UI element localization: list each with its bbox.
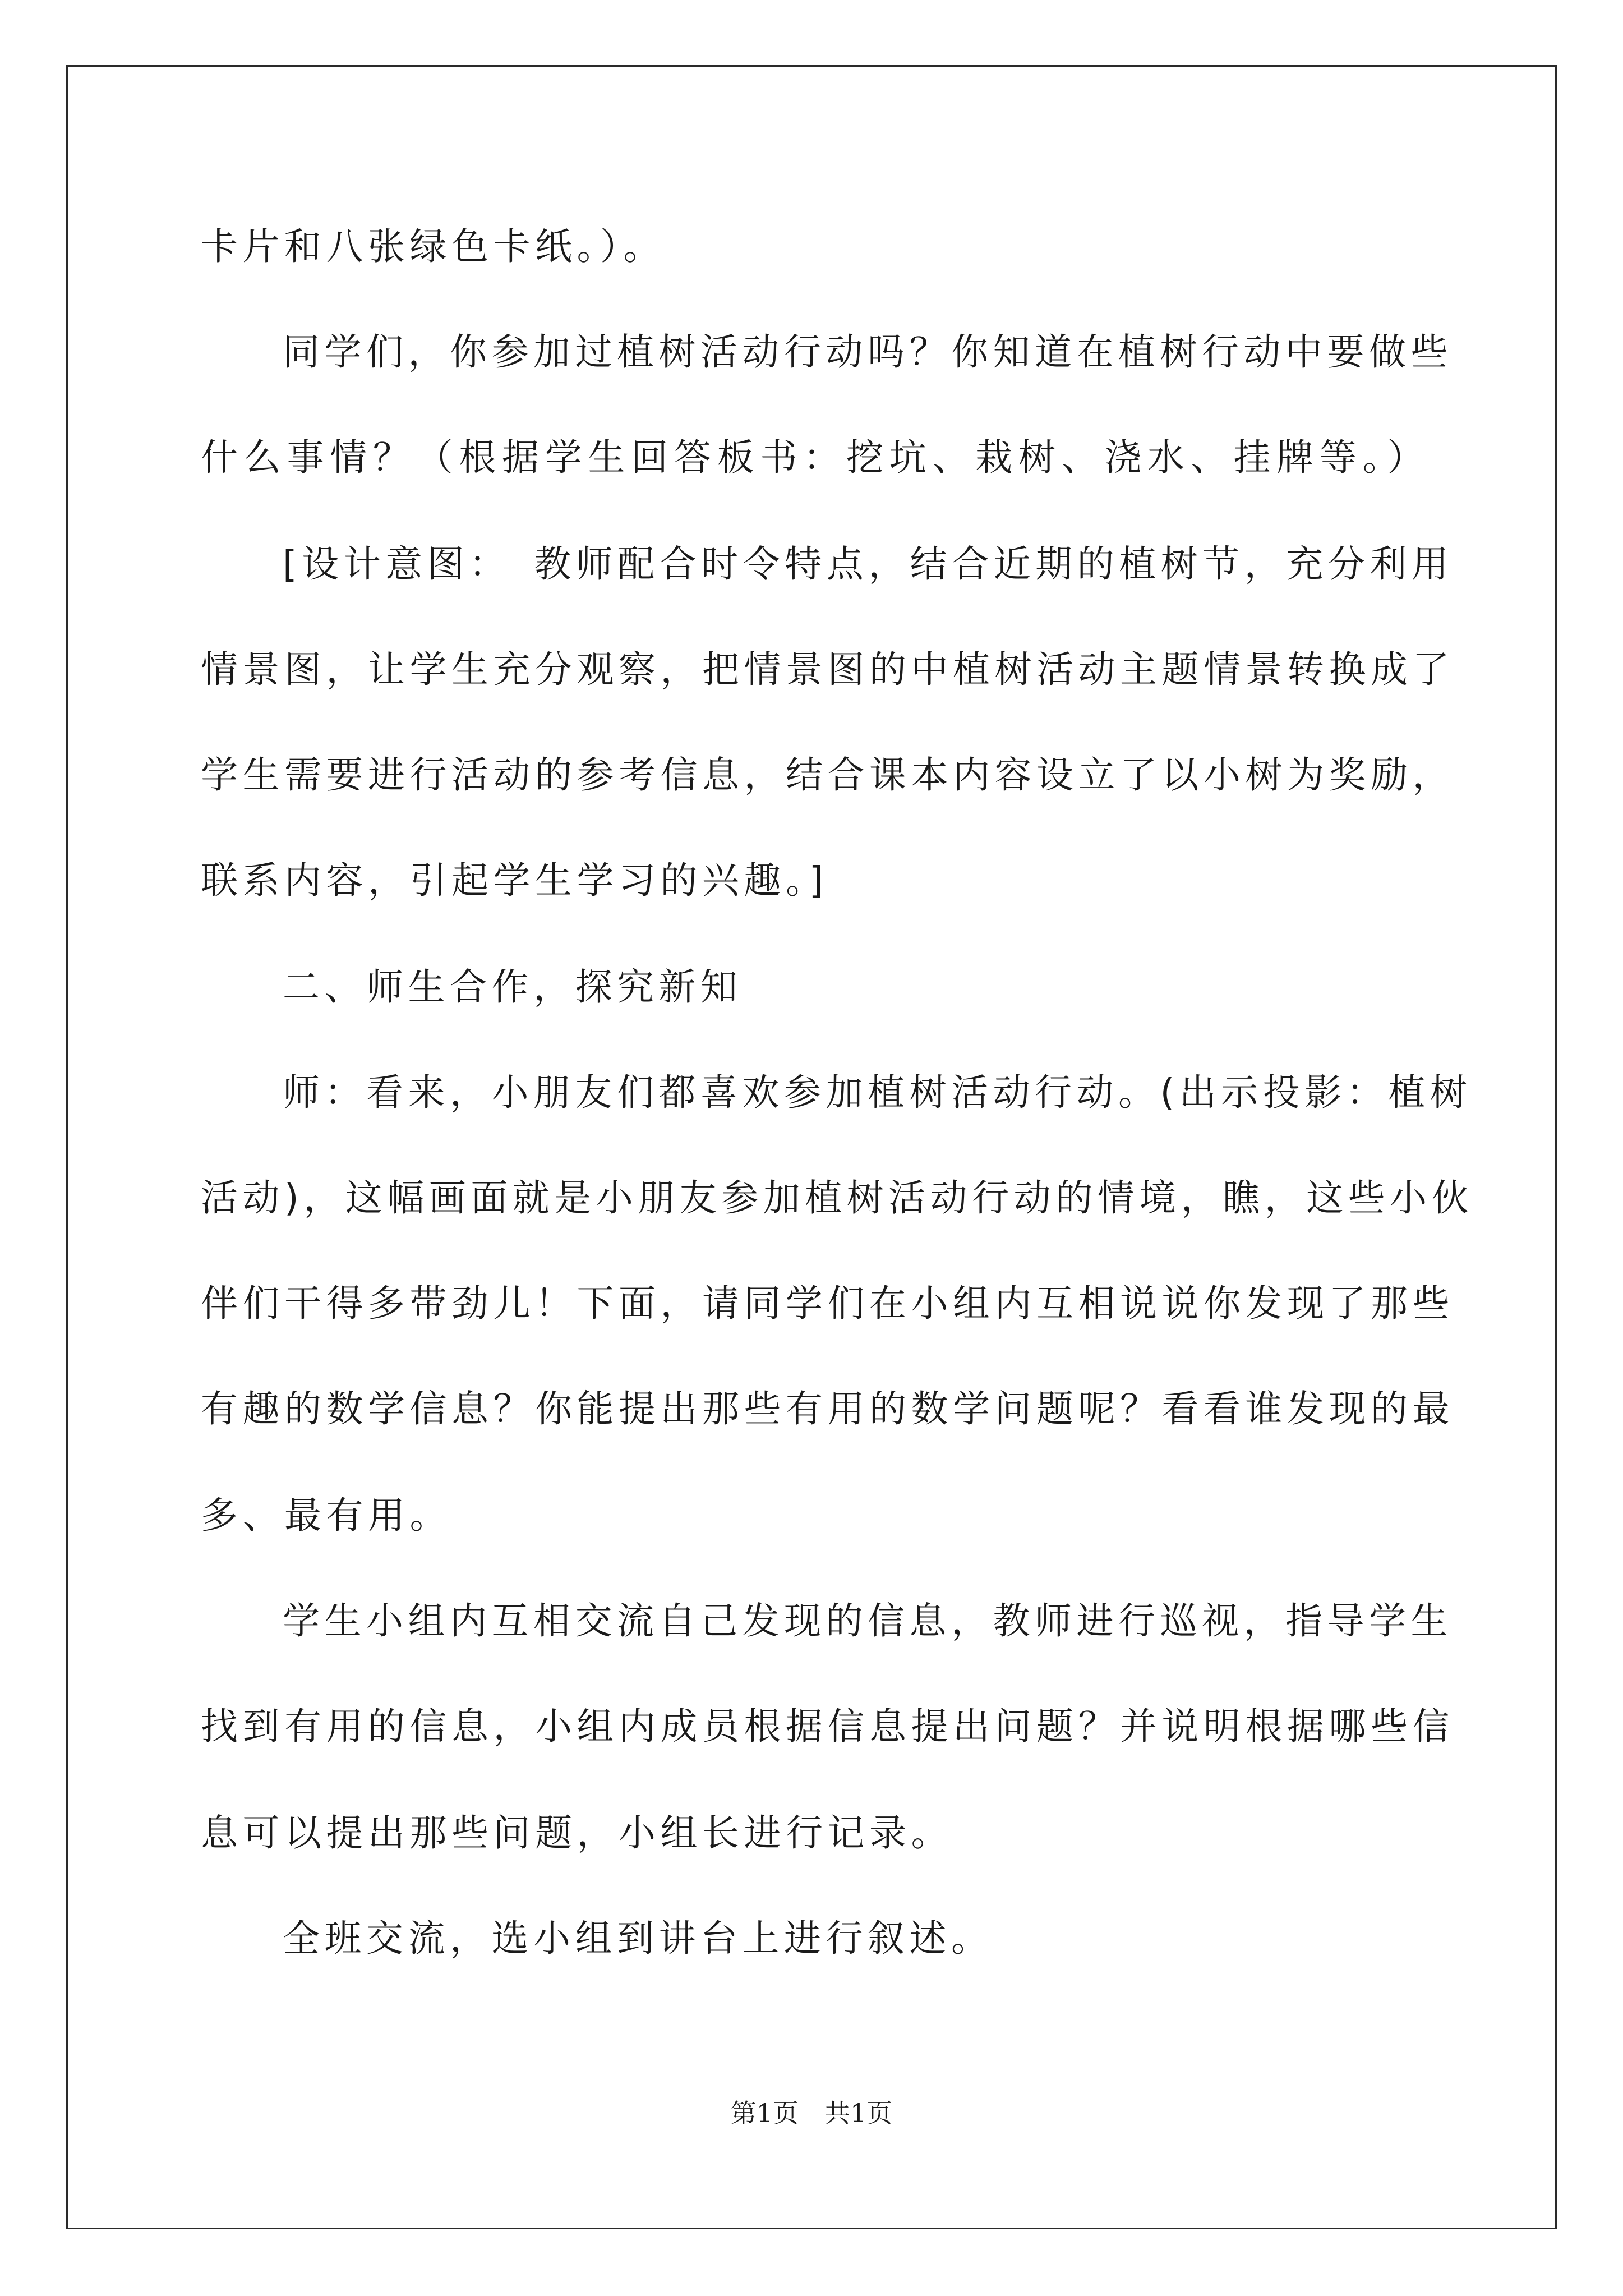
text-line: 学生小组内互相交流自己发现的信息，教师进行巡视，指导学生	[283, 1599, 1453, 1642]
text-line: 什么事情？（根据学生回答板书：挖坑、栽树、浇水、挂牌等。）	[201, 436, 1429, 479]
text-line: 二、师生合作，探究新知	[283, 965, 743, 1009]
text-line: 多、最有用。	[201, 1494, 451, 1537]
text-line: 伴们干得多带劲儿！下面，请同学们在小组内互相说说你发现了那些	[201, 1282, 1454, 1325]
text-line: 活动)，这幅画面就是小朋友参加植树活动行动的情境，瞧，这些小伙	[201, 1176, 1474, 1220]
text-line: 卡片和八张绿色卡纸。）。	[201, 225, 665, 268]
text-line: 息可以提出那些问题，小组长进行记录。	[201, 1811, 953, 1855]
text-line: [设计意图： 教师配合时令特点，结合近期的植树节，充分利用	[283, 542, 1454, 586]
text-line: 有趣的数学信息？你能提出那些有用的数学问题呢？看看谁发现的最	[201, 1387, 1454, 1430]
page-footer: 第1页 共1页	[730, 2098, 893, 2128]
text-line: 学生需要进行活动的参考信息，结合课本内容设立了以小树为奖励，	[201, 753, 1454, 797]
text-line: 联系内容，引起学生学习的兴趣。]	[201, 859, 828, 902]
text-line: 师：看来，小朋友们都喜欢参加植树活动行动。(出示投影：植树	[283, 1071, 1472, 1114]
text-line: 全班交流，选小组到讲台上进行叙述。	[283, 1917, 993, 1960]
text-line: 找到有用的信息，小组内成员根据信息提出问题？并说明根据哪些信	[201, 1705, 1454, 1748]
text-line: 情景图，让学生充分观察，把情景图的中植树活动主题情景转换成了	[201, 648, 1454, 691]
text-line: 同学们，你参加过植树活动行动吗？你知道在植树行动中要做些	[283, 330, 1453, 374]
